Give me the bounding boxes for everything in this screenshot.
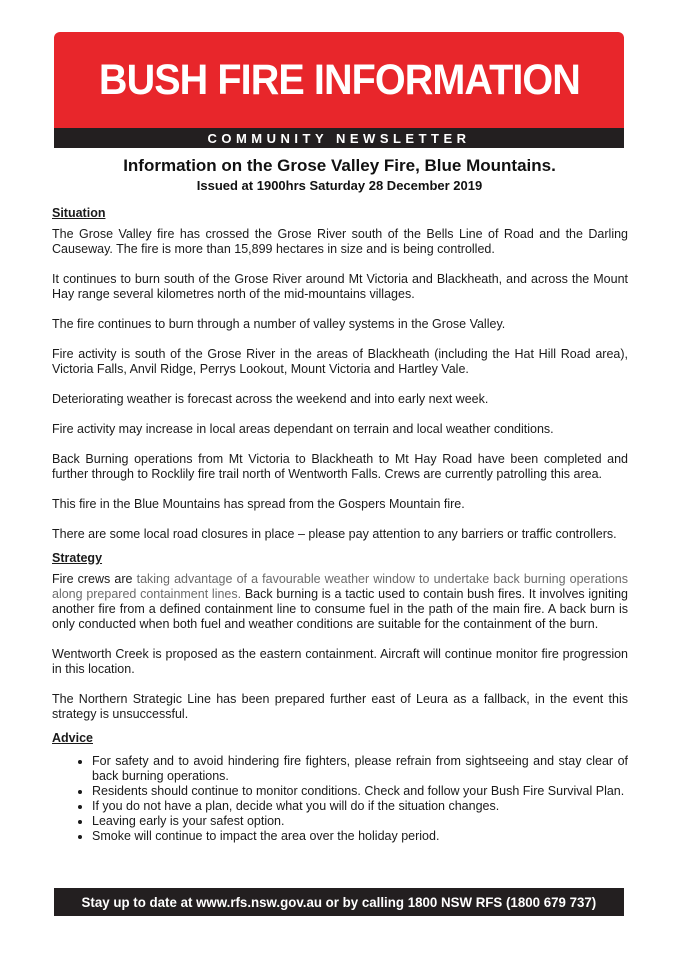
newsletter-body bbox=[52, 206, 628, 844]
situation-heading: Situation bbox=[52, 206, 106, 220]
situation-paragraph: This fire in the Blue Mountains has spread from the Gospers Mountain fire. bbox=[52, 497, 465, 511]
situation-paragraph: Fire activity may increase in local areas dependant on terrain and local weather conditions. bbox=[52, 422, 554, 436]
strategy-heading: Strategy bbox=[52, 551, 103, 565]
situation-paragraph: Deteriorating weather is forecast across the weekend and into early next week. bbox=[52, 392, 489, 406]
situation-paragraph: It continues to burn south of the Grose River around Mt Victoria and Blackheath, and across the Mount Hay range several kilometres north of the mid-mountains villages. bbox=[52, 272, 628, 301]
strategy-text: Fire crews are bbox=[52, 572, 137, 586]
strategy-highlight-text: taking advantage of a favourable weather window to undertake back burning operations along prepared containment lines. bbox=[52, 572, 629, 601]
advice-item: • Leaving early is your safest option. bbox=[92, 814, 628, 829]
footer-contact-text: Stay up to date at www.rfs.nsw.gov.au or by calling 1800 NSW RFS (1800 679 737) bbox=[81, 894, 597, 910]
advice-item: • For safety and to avoid hindering fire fighters, please refrain from sightseeing and stay clear of back burning operations. bbox=[92, 754, 628, 784]
advice-item: • Smoke will continue to impact the area over the holiday period. bbox=[92, 829, 628, 844]
advice-item: • Residents should continue to monitor conditions. Check and follow your Bush Fire Survival Plan. bbox=[92, 784, 628, 799]
advice-item: • If you do not have a plan, decide what you will do if the situation changes. bbox=[92, 799, 628, 814]
situation-paragraph: The Grose Valley fire has crossed the Grose River south of the Bells Line of Road and the Darling Causeway. The fire is more than 15,899 hectares in size and is being controlled. bbox=[52, 227, 628, 256]
subbanner-text: COMMUNITY NEWSLETTER bbox=[207, 130, 471, 146]
strategy-paragraph: The Northern Strategic Line has been prepared further east of Leura as a fallback, in the event this strategy is unsuccessful. bbox=[52, 692, 628, 721]
strategy-paragraph: Wentworth Creek is proposed as the eastern containment. Aircraft will continue monitor fire progression in this location. bbox=[52, 647, 628, 676]
advice-list bbox=[52, 754, 628, 844]
advice-heading: Advice bbox=[52, 731, 93, 745]
page-title: Information on the Grose Valley Fire, Blue Mountains. bbox=[123, 156, 556, 175]
banner bbox=[54, 32, 624, 128]
situation-paragraph: The fire continues to burn through a number of valley systems in the Grose Valley. bbox=[52, 317, 506, 331]
issued-date: Issued at 1900hrs Saturday 28 December 2019 bbox=[196, 178, 483, 193]
strategy-text: Back burning is a tactic used to contain bush fires. It involves igniting another fire from a defined containment line to consume fuel in the path of the main fire. A back burn is only conducted when both fuel and weather conditions are suitable for the containment of the burn. bbox=[52, 587, 628, 631]
situation-paragraph: There are some local road closures in place – please pay attention to any barriers or traffic controllers. bbox=[52, 527, 617, 541]
strategy-paragraph bbox=[52, 572, 628, 632]
situation-paragraph: Back Burning operations from Mt Victoria to Blackheath to Mt Hay Road have been completed and further through to Rocklily fire trail north of Wentworth Falls. Crews are currently patrolling this area. bbox=[52, 452, 628, 481]
footer-bar bbox=[54, 888, 624, 916]
situation-paragraph: Fire activity is south of the Grose River in the areas of Blackheath (including the Hat Hill Road area), Victoria Falls, Anvil Ridge, Perrys Lookout, Mount Victoria and Hartley Vale. bbox=[52, 347, 628, 376]
subbanner bbox=[54, 128, 624, 148]
banner-title: BUSH FIRE INFORMATION bbox=[98, 55, 580, 104]
